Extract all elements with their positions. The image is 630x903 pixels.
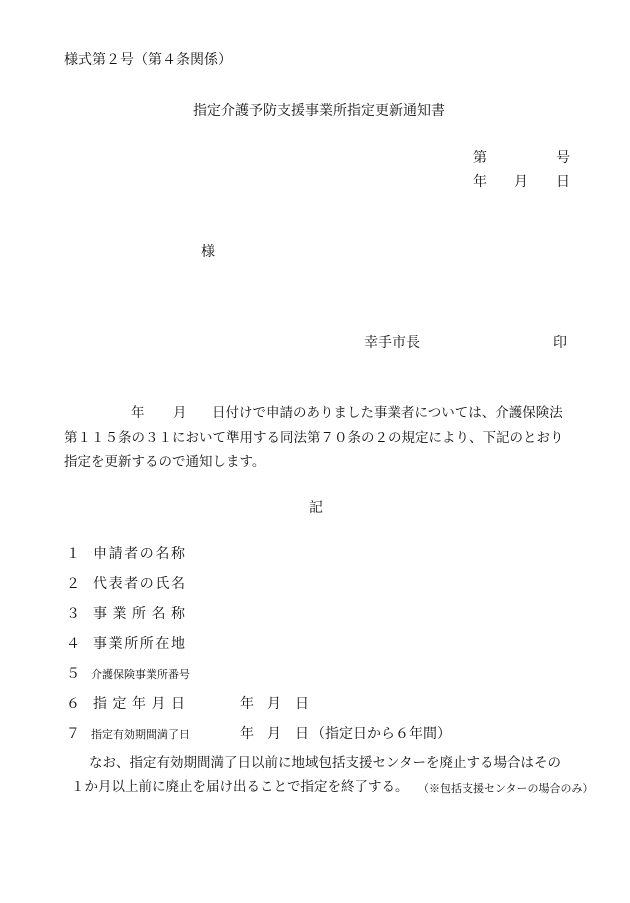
designation-date-day: 日 <box>295 696 309 712</box>
ki-heading: 記 <box>309 500 323 516</box>
body-line-3: 指定を更新するので通知します。 <box>64 454 266 470</box>
item-label-representative-name: 代表者の氏名 <box>93 576 185 592</box>
item-label-applicant-name: 申請者の名称 <box>93 546 185 562</box>
body-line-2: 第１１５条の３１において準用する同法第７０条の２の規定により、下記のとおり <box>64 430 564 446</box>
footer-line-2: １か月以上前に廃止を届け出ることで指定を終了する。 <box>71 779 409 795</box>
issue-date-day: 日 <box>556 174 570 190</box>
expiry-date-month: 月 <box>267 726 281 742</box>
item-number: ５ <box>66 666 80 682</box>
item-label-office-address: 事業所所在地 <box>93 636 185 652</box>
issuer-name: 幸手市長 <box>364 335 420 351</box>
item-number: ３ <box>66 606 80 622</box>
designation-date-month: 月 <box>267 696 281 712</box>
body-line-1: 日付けで申請のありました事業者については、介護保険法 <box>212 405 563 421</box>
item-number: ７ <box>66 726 80 742</box>
addressee-honorific: 様 <box>201 244 215 260</box>
form-id: 様式第２号（第４条関係） <box>64 52 232 68</box>
body-date-month: 月 <box>173 405 187 421</box>
document-title: 指定介護予防支援事業所指定更新通知書 <box>193 103 445 119</box>
designation-date-year: 年 <box>240 696 254 712</box>
expiry-date-day: 日 <box>295 726 309 742</box>
issue-date-month: 月 <box>514 174 528 190</box>
item-label-provider-number: 介護保険事業所番号 <box>91 668 190 681</box>
doc-number-suffix: 号 <box>556 150 570 166</box>
expiry-date-note: （指定日から６年間） <box>311 726 451 742</box>
item-number: １ <box>66 546 80 562</box>
item-label-office-name: 事業所名称 <box>93 606 185 622</box>
item-number: ２ <box>66 576 80 592</box>
issuer-seal: 印 <box>553 335 567 351</box>
footer-note: （※包括支援センターの場合のみ） <box>418 782 594 795</box>
doc-number-prefix: 第 <box>473 150 487 166</box>
footer-line-1: なお、指定有効期間満了日以前に地域包括支援センターを廃止する場合はその <box>89 755 561 771</box>
body-date-year: 年 <box>131 405 145 421</box>
item-label-expiry-date: 指定有効期間満了日 <box>91 728 190 741</box>
item-label-designation-date: 指定年月日 <box>93 696 185 712</box>
issue-date-year: 年 <box>473 174 487 190</box>
expiry-date-year: 年 <box>240 726 254 742</box>
item-number: ４ <box>66 636 80 652</box>
item-number: ６ <box>66 696 80 712</box>
